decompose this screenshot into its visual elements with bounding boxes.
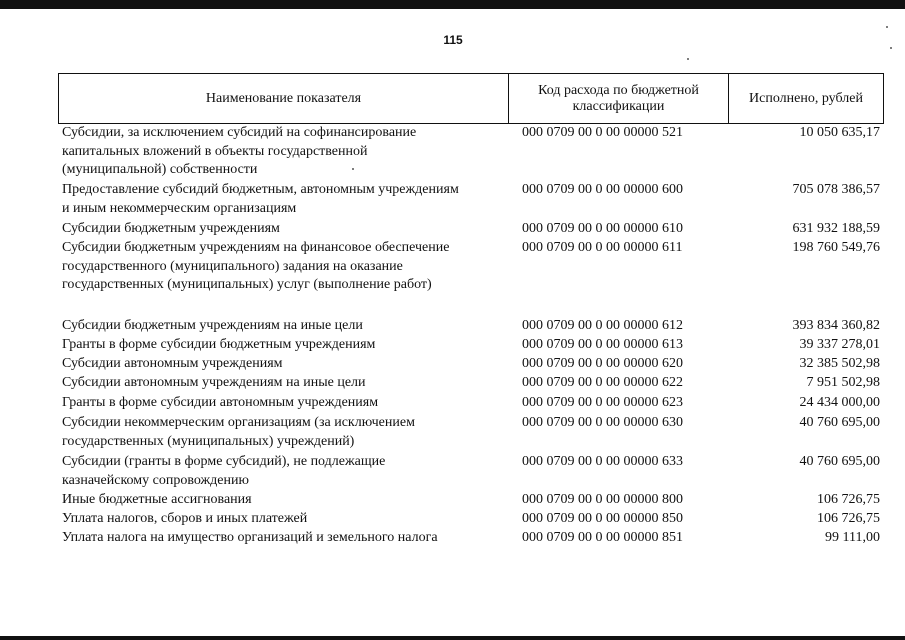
row-name [62, 355, 507, 374]
row-code: 000 0709 00 0 00 00000 521 [522, 125, 683, 140]
page-number: 115 [443, 33, 463, 47]
row-name-line: и иным некоммерческим организациям [62, 200, 297, 216]
row-name [62, 453, 507, 490]
row-name [62, 529, 507, 548]
row-name-line: Субсидии (гранты в форме субсидий), не подлежащие [62, 454, 386, 469]
scan-bottom-border [0, 636, 905, 640]
row-name-line: Субсидии бюджетным учреждениям на финансовое обеспечение [62, 240, 450, 255]
row-amount: 7 951 502,98 [806, 375, 880, 390]
row-amount: 10 050 635,17 [799, 125, 880, 140]
row-code: 000 0709 00 0 00 00000 622 [522, 375, 683, 390]
row-name-line: Субсидии бюджетным учреждениям на иные цели [62, 318, 363, 333]
row-name-line: Иные бюджетные ассигнования [62, 492, 252, 507]
row-name-line: государственного (муниципального) задания на оказание [62, 258, 403, 274]
row-code: 000 0709 00 0 00 00000 630 [522, 415, 683, 430]
row-name-line: Субсидии автономным учреждениям на иные цели [62, 375, 366, 390]
row-name-line: Уплата налогов, сборов и иных платежей [62, 511, 308, 526]
row-code: 000 0709 00 0 00 00000 611 [522, 240, 683, 255]
row-name [62, 181, 507, 218]
row-name-line: (муниципальной) собственности [62, 162, 258, 177]
row-name-line: казначейскому сопровождению [62, 472, 249, 488]
header-amount: Исполнено, рублей [749, 90, 863, 106]
row-code: 000 0709 00 0 00 00000 613 [522, 337, 683, 352]
row-code: 000 0709 00 0 00 00000 612 [522, 318, 683, 333]
row-amount: 39 337 278,01 [799, 337, 880, 352]
row-name [62, 414, 507, 451]
row-name-line: государственных (муниципальных) услуг (выполнение работ) [62, 277, 432, 292]
row-name-line: Субсидии автономным учреждениям [62, 356, 283, 371]
header-code: Код расхода по бюджетной классификации [509, 74, 729, 123]
row-name-line: Гранты в форме субсидии бюджетным учреждениям [62, 337, 376, 352]
row-name-line: капитальных вложений в объекты государственной [62, 143, 368, 159]
scan-speck [886, 26, 888, 28]
row-name-line: государственных (муниципальных) учреждений) [62, 433, 355, 449]
row-name [62, 220, 507, 239]
row-name-line: Уплата налога на имущество организаций и земельного налога [62, 530, 438, 545]
row-name [62, 239, 507, 295]
row-amount: 198 760 549,76 [792, 240, 880, 255]
row-code: 000 0709 00 0 00 00000 620 [522, 356, 683, 371]
row-amount: 40 760 695,00 [799, 415, 880, 430]
row-amount: 40 760 695,00 [799, 454, 880, 469]
row-amount: 99 111,00 [825, 530, 880, 545]
row-code: 000 0709 00 0 00 00000 800 [522, 492, 683, 507]
row-code: 000 0709 00 0 00 00000 610 [522, 221, 683, 236]
row-code: 000 0709 00 0 00 00000 623 [522, 395, 683, 410]
row-name [62, 394, 507, 413]
row-name-line: Предоставление субсидий бюджетным, автономным учреждениям [62, 182, 459, 197]
row-amount: 393 834 360,82 [792, 318, 880, 333]
row-name [62, 317, 507, 336]
row-name [62, 491, 507, 510]
scan-speck [890, 47, 892, 49]
row-name [62, 510, 507, 529]
scan-speck [687, 58, 689, 60]
row-amount: 24 434 000,00 [799, 395, 880, 410]
row-name-line: Субсидии бюджетным учреждениям [62, 221, 280, 236]
row-code: 000 0709 00 0 00 00000 850 [522, 511, 683, 526]
row-amount: 705 078 386,57 [792, 182, 880, 197]
row-amount: 631 932 188,59 [792, 221, 880, 236]
row-name [62, 124, 507, 180]
row-code: 000 0709 00 0 00 00000 633 [522, 454, 683, 469]
scan-top-border [0, 0, 905, 9]
row-code: 000 0709 00 0 00 00000 600 [522, 182, 683, 197]
table-header [58, 73, 884, 124]
row-amount: 106 726,75 [817, 511, 880, 526]
row-amount: 106 726,75 [817, 492, 880, 507]
header-name: Наименование показателя [59, 74, 509, 123]
row-name [62, 336, 507, 355]
row-name-line: Гранты в форме субсидии автономным учреждениям [62, 395, 379, 410]
row-name-line: Субсидии некоммерческим организациям (за исключением [62, 415, 415, 430]
row-name-line: Субсидии, за исключением субсидий на софинансирование [62, 125, 417, 140]
row-name [62, 374, 507, 393]
row-code: 000 0709 00 0 00 00000 851 [522, 530, 683, 545]
row-amount: 32 385 502,98 [799, 356, 880, 371]
